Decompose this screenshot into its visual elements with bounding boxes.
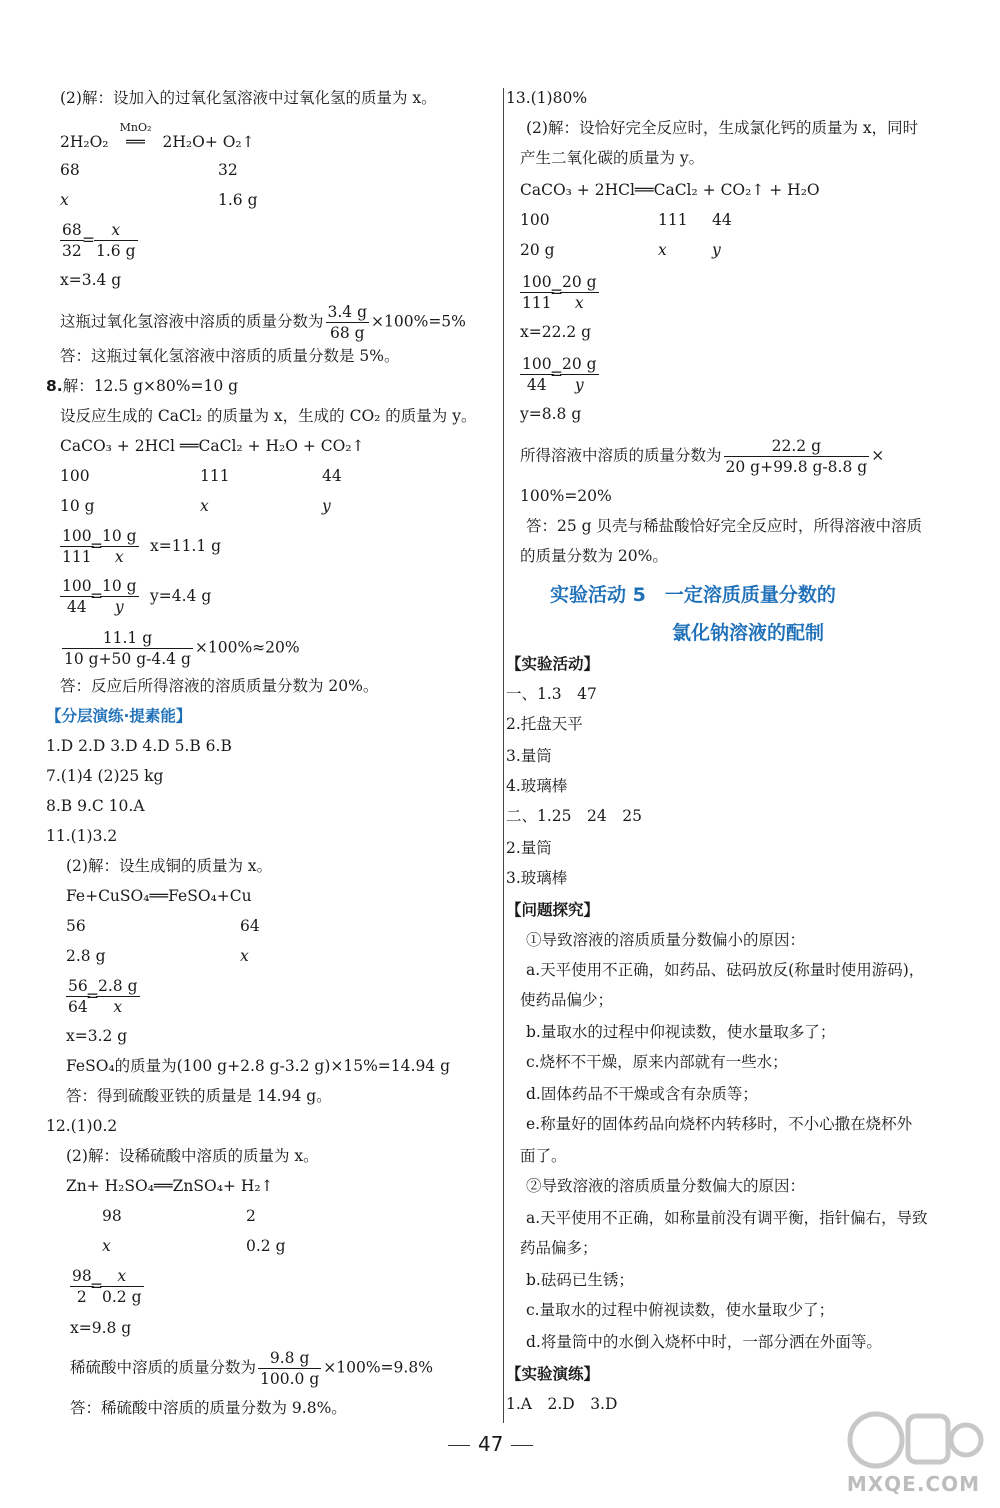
ratio-value: 44: [712, 211, 732, 229]
result: y=8.8 g: [520, 405, 582, 423]
ratio-value: 98: [102, 1207, 122, 1225]
result: x=3.4 g: [60, 271, 122, 289]
fraction: $\frac{100}{111}$: [62, 527, 92, 566]
text-line: 设反应生成的 CaCl₂ 的质量为 x，生成的 CO₂ 的质量为 y。: [60, 407, 477, 425]
fraction: $\frac{68}{32}$: [62, 221, 82, 260]
ratio-value: 56: [66, 917, 86, 935]
answer: 答：稀硫酸中溶质的质量分数为 9.8%。: [70, 1399, 347, 1417]
fraction: $\frac{100}{44}$: [62, 577, 92, 616]
fraction: $\frac{20 g}{y}$: [562, 355, 597, 394]
fraction-line: 所得溶液中溶质的质量分数为 $\frac{22.2 g}{20 g+99.8 g-8.8 g}$ ×: [520, 437, 885, 476]
answers-line: 13.(1)80%: [506, 89, 588, 107]
text-line: c.量取水的过程中俯视读数，使水量取少了；: [526, 1301, 835, 1319]
equals: =: [550, 283, 563, 301]
ratio-value: 32: [218, 161, 238, 179]
text-line: (2)解：设恰好完全反应时，生成氯化钙的质量为 x，同时: [526, 119, 919, 137]
equation: CaCO₃ + 2HCl══CaCl₂ + CO₂↑ + H₂O: [520, 181, 820, 199]
catalyst-arrow: MnO₂ ══: [109, 132, 163, 152]
equation: CaCO₃ + 2HCl ══CaCl₂ + H₂O + CO₂↑: [60, 437, 365, 455]
text-line: c.烧杯不干燥，原来内部就有一些水；: [526, 1053, 788, 1071]
answer: 答：这瓶过氧化氢溶液中溶质的质量分数是 5%。: [60, 347, 400, 365]
watermark-logo: [836, 1408, 986, 1498]
ratio-value: x: [200, 497, 209, 515]
answers-line: 二、1.25 24 25: [506, 807, 642, 825]
answers-line: 3.量筒: [506, 747, 552, 765]
answer: 的质量分数为 20%。: [520, 547, 668, 565]
ratio-value: 0.2 g: [246, 1237, 286, 1255]
ratio-value: x: [240, 947, 249, 965]
section-heading: 【实验活动】: [506, 655, 600, 673]
ratio-value: 20 g: [520, 241, 555, 259]
fraction: $\frac{100}{44}$: [522, 355, 552, 394]
ratio-value: y: [322, 497, 331, 515]
equation: Zn+ H₂SO₄══ZnSO₄+ H₂↑: [66, 1177, 274, 1195]
fraction: $\frac{20 g}{x}$: [562, 273, 597, 312]
answers-line: 1.D 2.D 3.D 4.D 5.B 6.B: [46, 737, 232, 755]
watermark-text: MXQE.COM: [846, 1472, 980, 1496]
ratio-value: x: [658, 241, 667, 259]
answers-line: 8.B 9.C 10.A: [46, 797, 145, 815]
text-line: a.天平使用不正确，如药品、砝码放反(称量时使用游码)，: [526, 961, 925, 979]
ratio-value: 111: [200, 467, 230, 485]
result: x=3.2 g: [66, 1027, 128, 1045]
section-heading: 【分层演练·提素能】: [46, 707, 192, 725]
result: x=22.2 g: [520, 323, 592, 341]
equals: =: [90, 587, 103, 605]
text-line: b.砝码已生锈；: [526, 1271, 634, 1289]
fraction: $\frac{10 g}{y}$: [102, 577, 137, 616]
text-line: a.天平使用不正确，如称量前没有调平衡，指针偏右，导致: [526, 1209, 928, 1227]
equation-left: 2H₂O₂: [60, 133, 109, 151]
answers-line: 12.(1)0.2: [46, 1117, 118, 1135]
ratio-value: 2: [246, 1207, 256, 1225]
ratio-value: 10 g: [60, 497, 95, 515]
result: x=9.8 g: [70, 1319, 132, 1337]
fraction: $\frac{98}{2}$: [72, 1267, 92, 1306]
answers-line: 7.(1)4 (2)25 kg: [46, 767, 164, 785]
text-line: FeSO₄的质量为(100 g+2.8 g-3.2 g)×15%=14.94 g: [66, 1057, 451, 1075]
text-line: e.称量好的固体药品向烧杯内转移时，不小心撒在烧杯外: [526, 1115, 913, 1133]
ratio-value: 1.6 g: [218, 191, 258, 209]
answers-line: 1.A 2.D 3.D: [506, 1395, 618, 1413]
ratio-value: x: [102, 1237, 111, 1255]
text-line: (2)解：设稀硫酸中溶质的质量为 x。: [66, 1147, 319, 1165]
equation: Fe+CuSO₄══FeSO₄+Cu: [66, 887, 252, 905]
fraction: $\frac{100}{111}$: [522, 273, 552, 312]
text-line: d.固体药品不干燥或含有杂质等；: [526, 1085, 758, 1103]
answers-line: 2.托盘天平: [506, 715, 583, 733]
equals: =: [86, 987, 99, 1005]
ratio-value: 68: [60, 161, 80, 179]
equals: =: [82, 231, 95, 249]
catalyst: MnO₂: [119, 121, 152, 134]
ratio-value: 100: [60, 467, 90, 485]
answers-line: 4.玻璃棒: [506, 777, 568, 795]
section-title: 氯化钠溶液的配制: [672, 622, 825, 644]
fraction: $\frac{x}{0.2 g}$: [102, 1267, 142, 1306]
fraction-line: 稀硫酸中溶质的质量分数为 $\frac{9.8 g}{100.0 g}$ ×100%=9.8%: [70, 1349, 433, 1388]
question-8: 8.解：12.5 g×80%=10 g: [46, 377, 239, 395]
text-line: b.量取水的过程中仰视读数，使水量取多了；: [526, 1023, 836, 1041]
text-line: ①导致溶液的溶质质量分数偏小的原因：: [526, 931, 806, 949]
text-line: 产生二氧化碳的质量为 y。: [520, 149, 705, 167]
answer: 答：25 g 贝壳与稀盐酸恰好完全反应时，所得溶液中溶质: [526, 517, 923, 535]
equals: =: [90, 537, 103, 555]
ratio-value: 100: [520, 211, 550, 229]
fraction: $\frac{56}{64}$: [68, 977, 88, 1016]
answers-line: 一、1.3 47: [506, 685, 597, 703]
ratio-value: y: [712, 241, 721, 259]
section-title: 实验活动 5 一定溶质质量分数的: [550, 584, 836, 606]
answer: 答：反应后所得溶液的溶质质量分数为 20%。: [60, 677, 379, 695]
text-line: (2)解：设生成铜的质量为 x。: [66, 857, 273, 875]
text-line: 100%=20%: [520, 487, 612, 505]
ratio-value: 64: [240, 917, 260, 935]
ratio-value: x: [60, 191, 69, 209]
text-line: 药品偏多；: [520, 1239, 598, 1257]
ratio-value: 2.8 g: [66, 947, 106, 965]
watermark-icon: [836, 1408, 986, 1478]
result: y=4.4 g: [150, 587, 212, 605]
fraction: $\frac{x}{1.6 g}$: [96, 221, 136, 260]
text-line: ②导致溶液的溶质质量分数偏大的原因：: [526, 1177, 806, 1195]
answers-line: 3.玻璃棒: [506, 869, 568, 887]
answers-line: 11.(1)3.2: [46, 827, 118, 845]
text-line: d.将量筒中的水倒入烧杯中时，一部分洒在外面等。: [526, 1333, 882, 1351]
text-line: 使药品偏少；: [520, 991, 614, 1009]
equals: =: [90, 1277, 103, 1295]
section-heading: 【实验演练】: [506, 1365, 600, 1383]
page-number: 47: [440, 1432, 541, 1456]
text-line: (2)解：设加入的过氧化氢溶液中过氧化氢的质量为 x。: [60, 89, 437, 107]
answer: 答：得到硫酸亚铁的质量是 14.94 g。: [66, 1087, 332, 1105]
ratio-value: 111: [658, 211, 688, 229]
equation-right: 2H₂O+ O₂↑: [162, 133, 255, 151]
answers-line: 2.量筒: [506, 839, 552, 857]
fraction: $\frac{10 g}{x}$: [102, 527, 137, 566]
fraction-line: $\frac{11.1 g}{10 g+50 g-4.4 g}$ ×100%≈20%: [64, 629, 300, 668]
equals: =: [550, 365, 563, 383]
ratio-value: 44: [322, 467, 342, 485]
text-line: 面了。: [520, 1147, 567, 1165]
fraction: $\frac{2.8 g}{x}$: [98, 977, 138, 1016]
equation: [60, 121, 255, 152]
fraction-line: 这瓶过氧化氢溶液中溶质的质量分数为 $\frac{3.4 g}{68 g}$ ×100%=5%: [60, 303, 466, 342]
column-divider: [503, 88, 504, 1423]
section-heading: 【问题探究】: [506, 901, 600, 919]
result: x=11.1 g: [150, 537, 222, 555]
